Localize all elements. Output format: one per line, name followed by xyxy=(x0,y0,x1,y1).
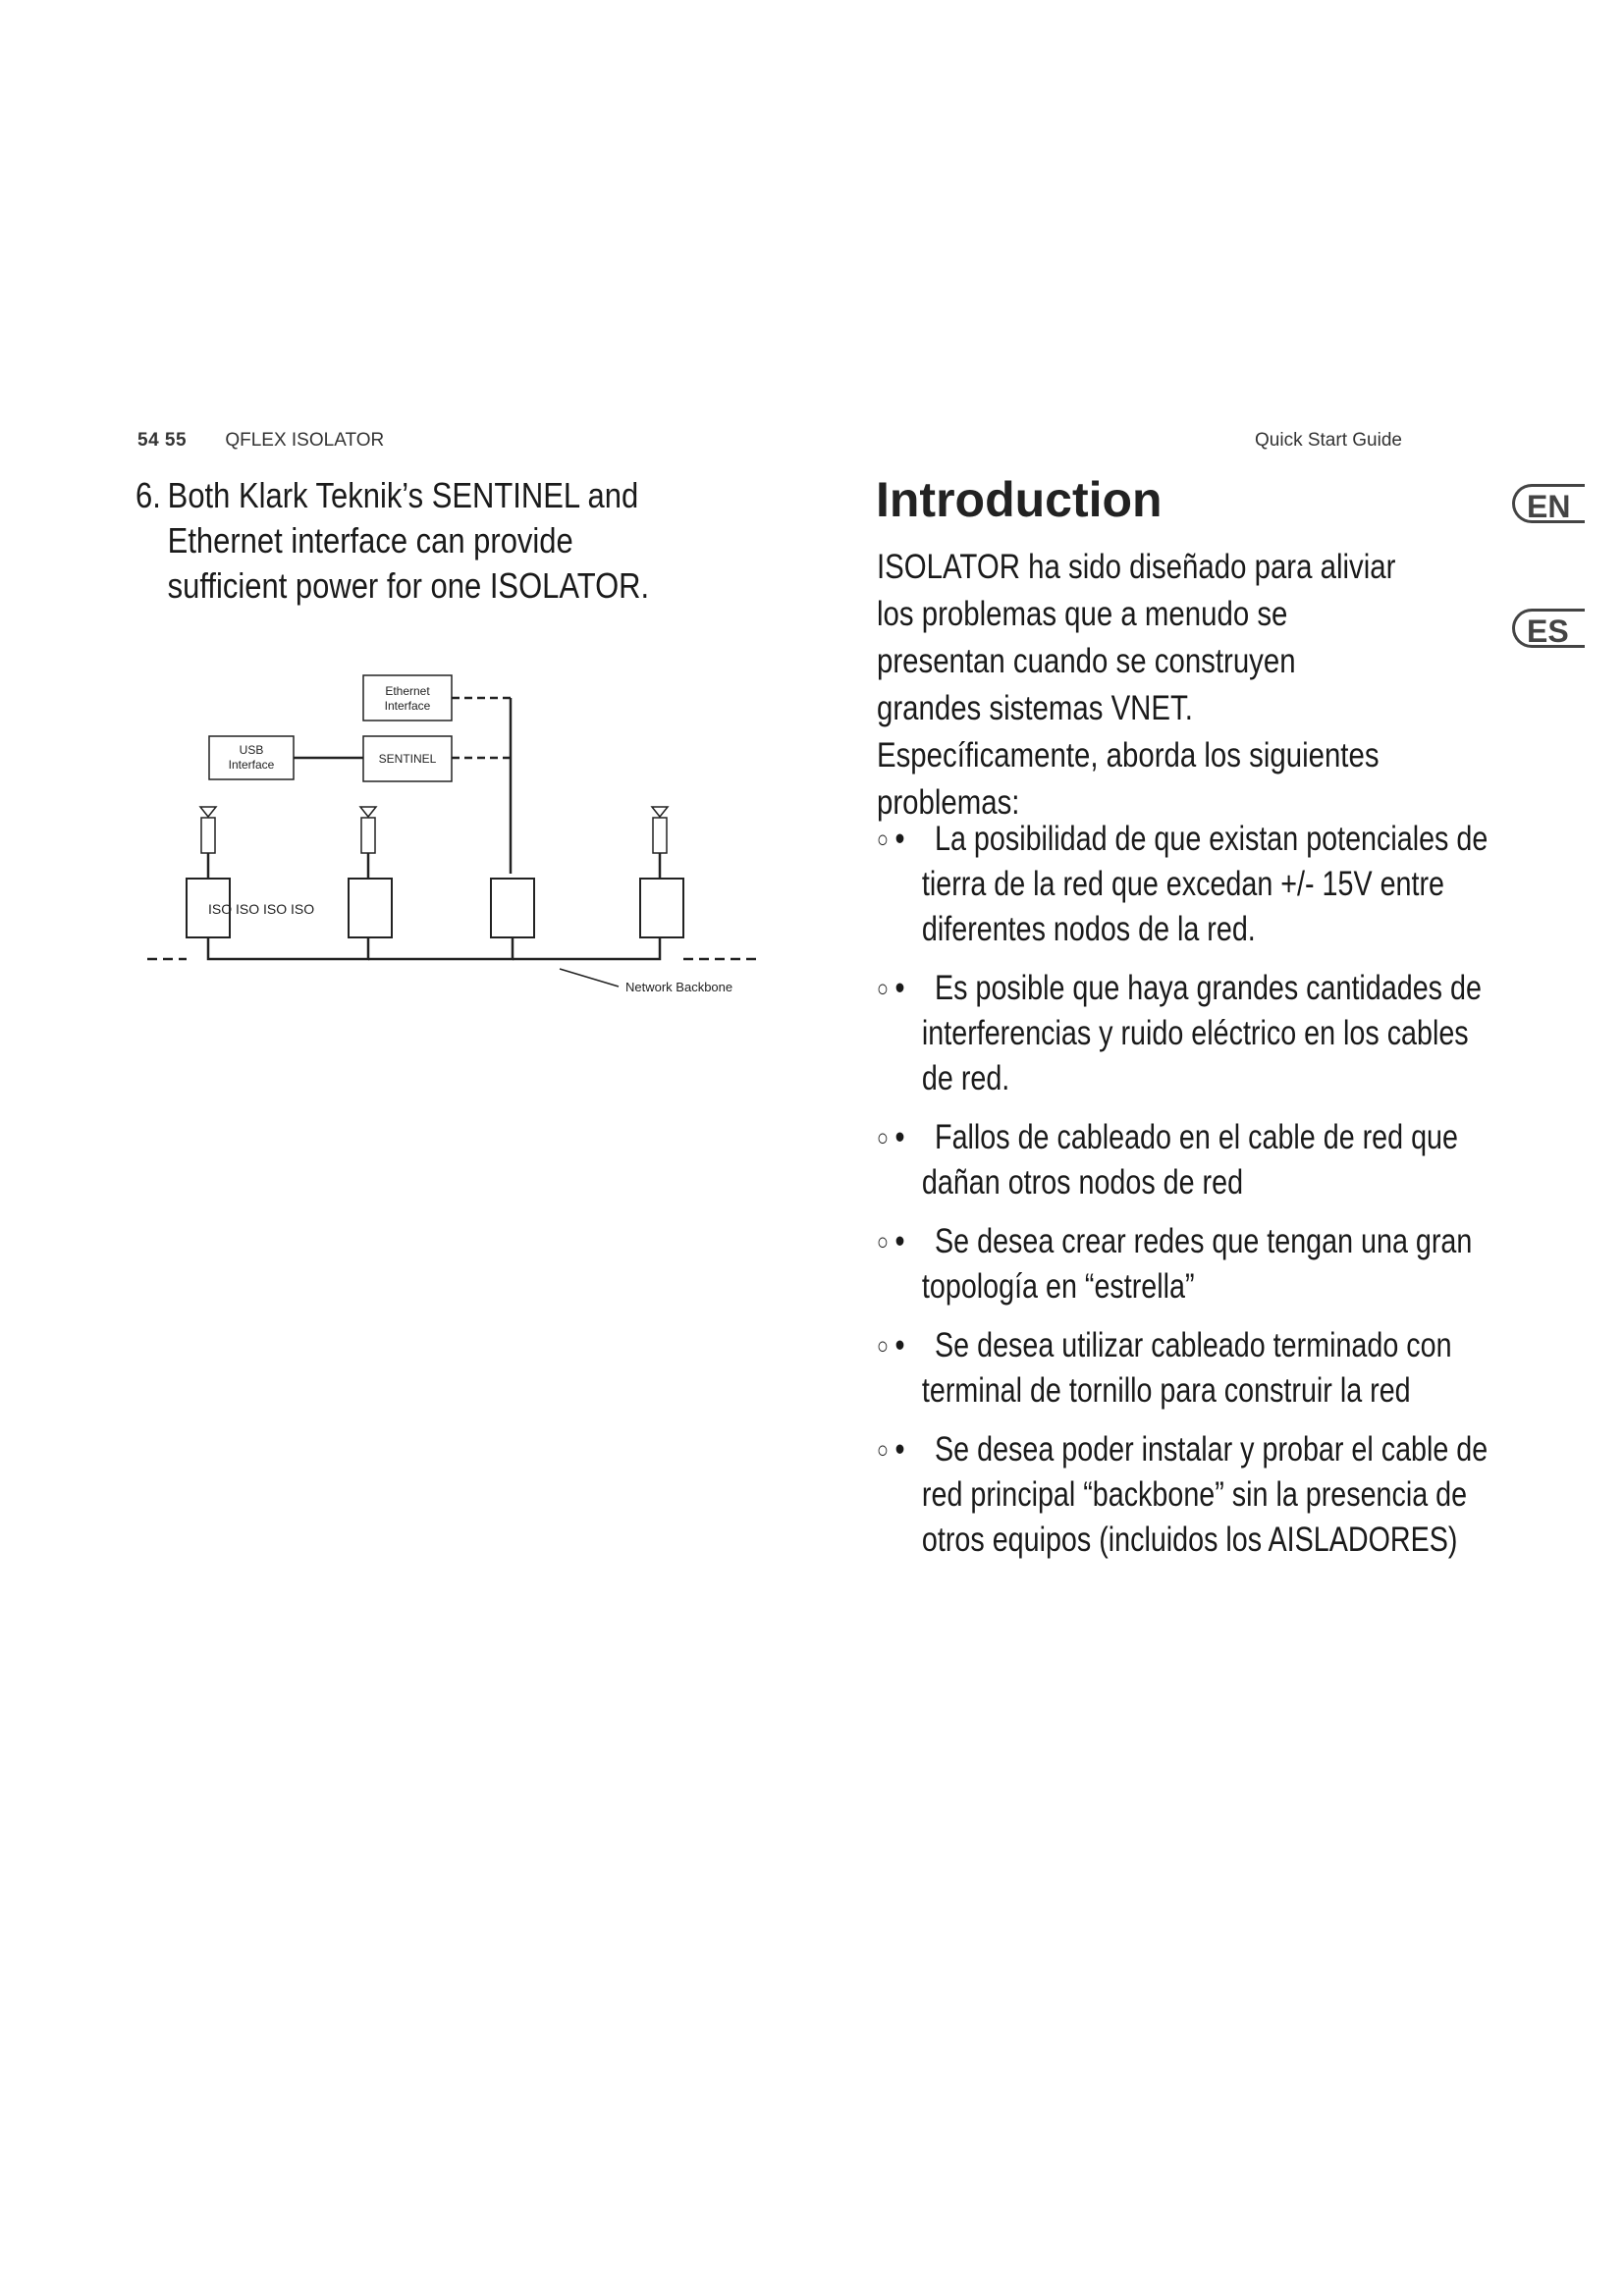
language-tab-en[interactable]: EN xyxy=(1512,484,1585,523)
list-item: ○ • Se desea utilizar cableado terminado con terminal de tornillo para construir la red xyxy=(877,1323,1489,1414)
backbone-label: Network Backbone xyxy=(625,980,733,994)
speaker-1 xyxy=(201,818,215,853)
speaker-2 xyxy=(361,818,375,853)
list-item: ○ • Es posible que haya grandes cantidades de interferencias y ruido eléctrico en los cables de red. xyxy=(877,966,1489,1101)
introduction-title: Introduction xyxy=(876,472,1163,527)
ethernet-label-2: Interface xyxy=(384,699,431,713)
isolator-4 xyxy=(640,879,683,937)
step-number: 6. xyxy=(135,475,161,515)
bullet-icon: ○ • xyxy=(877,1430,905,1468)
page-header-left xyxy=(137,430,384,452)
speaker-3 xyxy=(653,818,667,853)
isolator-2 xyxy=(349,879,392,937)
sentinel-label: SENTINEL xyxy=(378,752,437,766)
page-numbers: 54 55 xyxy=(137,430,188,451)
ethernet-label-1: Ethernet xyxy=(385,684,430,698)
language-tab-es[interactable]: ES xyxy=(1512,609,1585,648)
backbone-pointer xyxy=(560,969,619,987)
iso-labels: ISO ISO ISO ISO xyxy=(208,901,315,917)
guide-title: Quick Start Guide xyxy=(1255,430,1402,451)
bullet-icon: ○ • xyxy=(877,1118,905,1156)
usb-label-2: Interface xyxy=(228,758,275,772)
list-item: ○ • La posibilidad de que existan potenciales de tierra de la red que excedan +/- 15V entre diferentes nodos de la red. xyxy=(877,817,1489,952)
list-item: ○ • Se desea crear redes que tengan una gran topología en “estrella” xyxy=(877,1219,1489,1309)
list-item: ○ • Se desea poder instalar y probar el cable de red principal “backbone” sin la presencia de otros equipos (incluidos los AISLADORES) xyxy=(877,1427,1489,1563)
bullet-icon: ○ • xyxy=(877,1222,905,1260)
ethernet-interface-box xyxy=(363,675,452,721)
network-diagram xyxy=(147,667,766,1011)
bullet-icon: ○ • xyxy=(877,820,905,858)
list-item: ○ • Fallos de cableado en el cable de red que dañan otros nodos de red xyxy=(877,1115,1489,1205)
introduction-body xyxy=(877,544,1405,827)
step-text: Both Klark Teknik’s SENTINEL and Ethernet interface can provide sufficient power for one ISOLATOR. xyxy=(167,475,650,606)
bullet-icon: ○ • xyxy=(877,969,905,1007)
isolator-3 xyxy=(491,879,534,937)
step-6 xyxy=(135,473,676,609)
introduction-paragraph: ISOLATOR ha sido diseñado para aliviar los problemas que a menudo se presentan cuando se construyen grandes sistemas VNET. Específicamente, aborda los siguientes problemas: xyxy=(877,548,1396,822)
product-name: QFLEX ISOLATOR xyxy=(225,430,385,451)
usb-label-1: USB xyxy=(239,743,264,757)
bullet-icon: ○ • xyxy=(877,1326,905,1364)
problem-list xyxy=(877,817,1489,1576)
